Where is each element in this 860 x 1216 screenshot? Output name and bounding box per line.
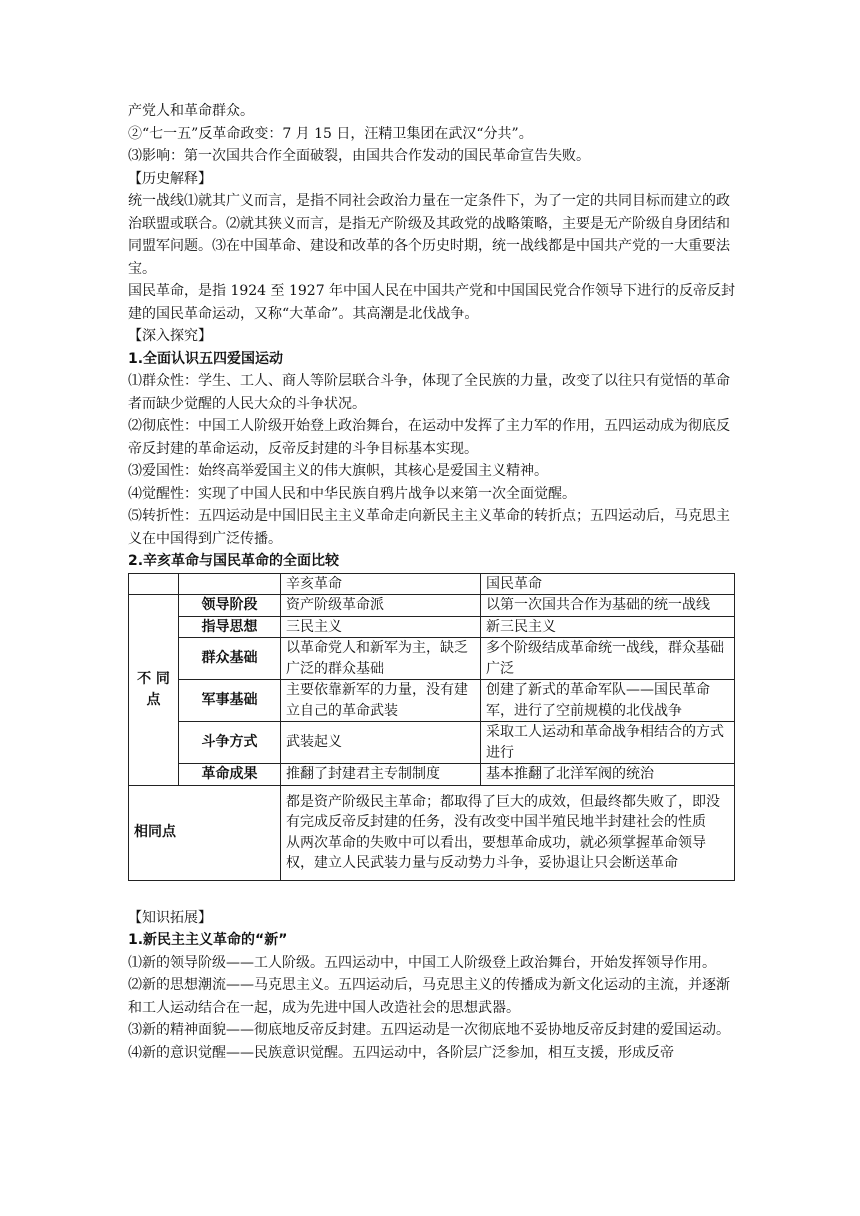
similarities-text: 都是资产阶级民主革命；都取得了巨大的成效，但最终都失败了，即没有完成反帝反封建的任务，没有改变中国半殖民地半封建社会的性质 (286, 793, 720, 830)
xinhai-cell: 武装起义 (281, 722, 481, 764)
similarities-text: 从两次革命的失败中可以看出，要想革命成功，就必须掌握革命领导权，建立人民武装力量与反动势力斗争，妥协退让只会断送革命 (286, 834, 706, 871)
section2-title: 2.辛亥革命与国民革命的全面比较 (128, 553, 340, 569)
section3-item: ⑷新的意识觉醒——民族意识觉醒。五四运动中，各阶层广泛参加，相互支援，形成反帝 (128, 1044, 674, 1061)
table-row (129, 680, 735, 722)
similarities-cell (281, 785, 735, 880)
table-row (129, 764, 735, 786)
differences-label: 不 同 点 (129, 595, 179, 786)
table-row (129, 616, 735, 638)
section1-item: ⑶爱国性：始终高举爱国主义的伟大旗帜，其核心是爱国主义精神。 (128, 463, 548, 479)
xinhai-cell: 资产阶级革命派 (281, 595, 481, 617)
heading-deep-inquiry: 【深入探究】 (128, 328, 212, 344)
heading-historical-explanation: 【历史解释】 (128, 170, 212, 187)
xinhai-cell: 以革命党人和新军为主，缺乏广泛的群众基础 (281, 638, 481, 680)
heading-knowledge-extension: 【知识拓展】 (128, 909, 212, 926)
table-header-cell (179, 573, 281, 595)
table-row (129, 638, 735, 680)
national-cell: 创建了新式的革命军队——国民革命军，进行了空前规模的北伐战争 (481, 680, 735, 722)
xinhai-cell: 主要依靠新军的力量，没有建立自己的革命武装 (281, 680, 481, 722)
spacer (128, 881, 736, 907)
row-label: 斗争方式 (179, 722, 281, 764)
table-header-cell: 国民革命 (481, 573, 735, 595)
row-label: 革命成果 (179, 764, 281, 786)
similarities-label: 相同点 (129, 785, 281, 880)
section3-item: ⑵新的思想潮流——马克思主义。五四运动后，马克思主义的传播成为新文化运动的主流，并逐渐和工人运动结合在一起，成为先进中国人改造社会的思想武器。 (128, 977, 730, 1016)
table-row (129, 595, 735, 617)
national-cell: 新三民主义 (481, 616, 735, 638)
section1-item: ⑷觉醒性：实现了中国人民和中华民族自鸦片战争以来第一次全面觉醒。 (128, 485, 576, 502)
section3-title: 1.新民主主义革命的“新” (128, 932, 288, 948)
paragraph-national-revolution: 国民革命，是指 1924 至 1927 年中国人民在中国共产党和中国国民党合作领导下进行的反帝反封建的国民革命运动，又称“大革命”。其高潮是北伐战争。 (128, 283, 736, 322)
paragraph-july15-coup: ②“七一五”反革命政变：7 月 15 日，汪精卫集团在武汉“分共”。 (128, 125, 533, 142)
table-header-row (129, 573, 735, 595)
table-header-cell: 辛亥革命 (281, 573, 481, 595)
row-label: 群众基础 (179, 638, 281, 680)
row-label: 领导阶段 (179, 595, 281, 617)
table-header-cell (129, 573, 179, 595)
row-label: 军事基础 (179, 680, 281, 722)
section1-item: ⑸转折性：五四运动是中国旧民主主义革命走向新民主主义革命的转折点；五四运动后，马克思主义在中国得到广泛传播。 (128, 508, 730, 547)
row-label: 指导思想 (179, 616, 281, 638)
section1-item: ⑵彻底性：中国工人阶级开始登上政治舞台，在运动中发挥了主力军的作用，五四运动成为彻底反帝反封建的革命运动，反帝反封建的斗争目标基本实现。 (128, 418, 730, 457)
paragraph-united-front: 统一战线⑴就其广义而言，是指不同社会政治力量在一定条件下，为了一定的共同目标而建立的政治联盟或联合。⑵就其狭义而言，是指无产阶级及其政党的战略策略，主要是无产阶级自身团结和同盟军问题。⑶在中国革命、建设和改革的各个历史时期，统一战线都是中国共产党的一大重要法宝。 (128, 193, 730, 277)
xinhai-cell: 推翻了封建君主专制制度 (281, 764, 481, 786)
national-cell: 以第一次国共合作为基础的统一战线 (481, 595, 735, 617)
table-row-similarities (129, 785, 735, 880)
comparison-table (128, 573, 735, 881)
national-cell: 采取工人运动和革命战争相结合的方式进行 (481, 722, 735, 764)
table-row (129, 722, 735, 764)
national-cell: 多个阶级结成革命统一战线，群众基础广泛 (481, 638, 735, 680)
paragraph-continuation: 产党人和革命群众。 (128, 103, 254, 119)
paragraph-impact: ⑶影响：第一次国共合作全面破裂，由国共合作发动的国民革命宣告失败。 (128, 148, 590, 164)
national-cell: 基本推翻了北洋军阀的统治 (481, 764, 735, 786)
xinhai-cell: 三民主义 (281, 616, 481, 638)
section3-item: ⑶新的精神面貌——彻底地反帝反封建。五四运动是一次彻底地不妥协地反帝反封建的爱国运动。 (128, 1022, 730, 1038)
section1-title: 1.全面认识五四爱国运动 (128, 350, 284, 367)
section1-item: ⑴群众性：学生、工人、商人等阶层联合斗争，体现了全民族的力量，改变了以往只有觉悟的革命者而缺少觉醒的人民大众的斗争状况。 (128, 373, 730, 412)
section3-item: ⑴新的领导阶级——工人阶级。五四运动中，中国工人阶级登上政治舞台，开始发挥领导作用。 (128, 954, 716, 971)
document-page (128, 100, 736, 1064)
